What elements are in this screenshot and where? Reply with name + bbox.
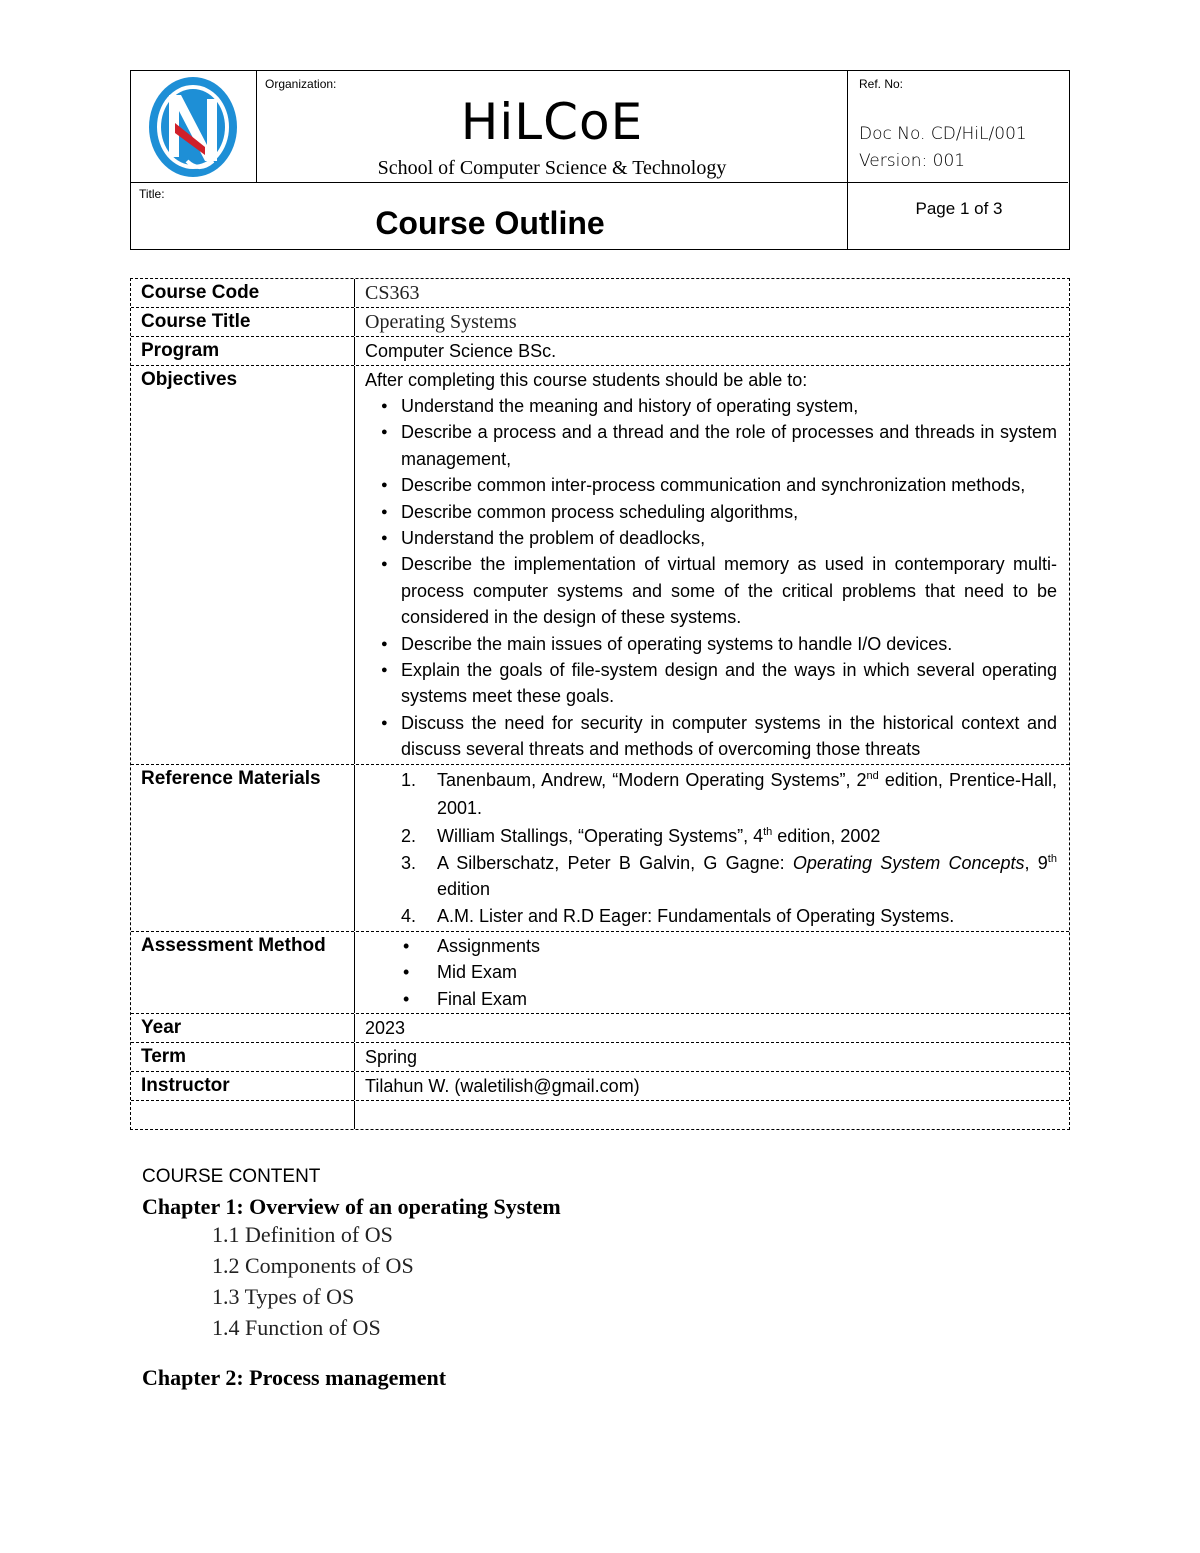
references-value: [355, 765, 1069, 931]
year-label: Year: [131, 1014, 355, 1042]
page-indicator: Page 1 of 3: [915, 199, 1003, 218]
table-row: [131, 308, 1069, 337]
instructor-value: Tilahun W. (waletilish@gmail.com): [365, 1076, 640, 1097]
assessment-label: Assessment Method: [131, 932, 355, 1014]
empty-cell: [131, 1101, 355, 1129]
document-header: [130, 70, 1070, 250]
school-name: School of Computer Science & Technology: [377, 157, 727, 179]
list-item: ● Describe a process and a thread and the role of processes and threads in system management,: [401, 419, 1057, 472]
list-item: ● Understand the meaning and history of operating system,: [401, 393, 1057, 419]
table-row: [131, 1072, 1069, 1101]
ref-label: Ref. No:: [859, 77, 904, 91]
list-item: ● Describe common inter-process communication and synchronization methods,: [401, 472, 1057, 498]
topic-item: 1.4 Function of OS: [212, 1315, 381, 1340]
list-item: 1. Tanenbaum, Andrew, “Modern Operating Systems”, 2nd edition, Prentice-Hall, 2001.: [401, 769, 1057, 818]
topic-item: 1.1 Definition of OS: [212, 1222, 393, 1247]
chapter-2-heading: Chapter 2: Process management: [142, 1365, 447, 1390]
assessment-value: [355, 932, 1069, 1014]
title-label: Title:: [139, 187, 165, 201]
course-content-heading: COURSE CONTENT: [142, 1166, 321, 1187]
list-item: 3. A Silberschatz, Peter B Galvin, G Gagne: Operating System Concepts, 9th edition: [401, 852, 1057, 899]
term-label: Term: [131, 1043, 355, 1071]
list-item: • Mid Exam: [437, 959, 1057, 986]
list-item: ● Describe common process scheduling algorithms,: [401, 499, 1057, 525]
references-label: Reference Materials: [131, 765, 355, 931]
topic-item: 1.3 Types of OS: [212, 1284, 355, 1309]
table-row: [131, 1043, 1069, 1072]
list-item: ● Describe the main issues of operating systems to handle I/O devices.: [401, 631, 1057, 657]
table-row: [131, 765, 1069, 932]
course-title-value: Operating Systems: [365, 311, 517, 333]
table-row: [131, 1014, 1069, 1043]
list-item: 4. A.M. Lister and R.D Eager: Fundamentals of Operating Systems.: [401, 905, 955, 926]
list-item: ● Understand the problem of deadlocks,: [401, 525, 1057, 551]
organization-name: HiLCoE: [460, 93, 644, 151]
organization-label: Organization:: [265, 77, 337, 91]
list-item: ● Describe the implementation of virtual memory as used in contemporary multi-process computer systems and some of the critical problems that need to be considered in the design of these systems.: [401, 551, 1057, 630]
table-row: [131, 337, 1069, 366]
objectives-value: [355, 366, 1069, 764]
course-code-label: Course Code: [131, 279, 355, 307]
list-item: ● Explain the goals of file-system design and the ways in which several operating systems meet these goals.: [401, 657, 1057, 710]
term-value: Spring: [365, 1047, 418, 1068]
objectives-intro: After completing this course students should be able to:: [365, 370, 808, 390]
course-code-value: CS363: [365, 282, 420, 304]
list-item: ● Discuss the need for security in computer systems in the historical context and discuss several threats and methods of overcoming those threats: [401, 710, 1057, 763]
empty-cell: [355, 1101, 1069, 1129]
references-list: [365, 766, 1057, 930]
program-value: Computer Science BSc.: [365, 341, 557, 361]
list-item: 2. William Stallings, “Operating Systems”, 4th edition, 2002: [401, 825, 881, 846]
table-row: [131, 1101, 1069, 1129]
table-row: [131, 279, 1069, 308]
hilcoe-logo: [147, 75, 239, 179]
list-item: • Final Exam: [437, 986, 1057, 1013]
instructor-label: Instructor: [131, 1072, 355, 1100]
doc-number: Doc No. CD/HiL/001: [859, 124, 1027, 144]
topic-item: 1.2 Components of OS: [212, 1253, 414, 1278]
assessment-list: [365, 933, 1057, 1013]
course-info-table: [130, 278, 1070, 1130]
objectives-label: Objectives: [131, 366, 355, 764]
list-item: • Assignments: [437, 933, 1057, 960]
objectives-list: [365, 393, 1057, 763]
program-label: Program: [131, 337, 355, 365]
document-title: Course Outline: [375, 205, 605, 241]
table-row: [131, 932, 1069, 1015]
doc-version: Version: 001: [859, 151, 966, 171]
year-value: 2023: [365, 1018, 406, 1039]
course-title-label: Course Title: [131, 308, 355, 336]
chapter-1-heading: Chapter 1: Overview of an operating System: [142, 1194, 561, 1219]
doc-number-block: [859, 121, 1027, 175]
table-row: [131, 366, 1069, 765]
